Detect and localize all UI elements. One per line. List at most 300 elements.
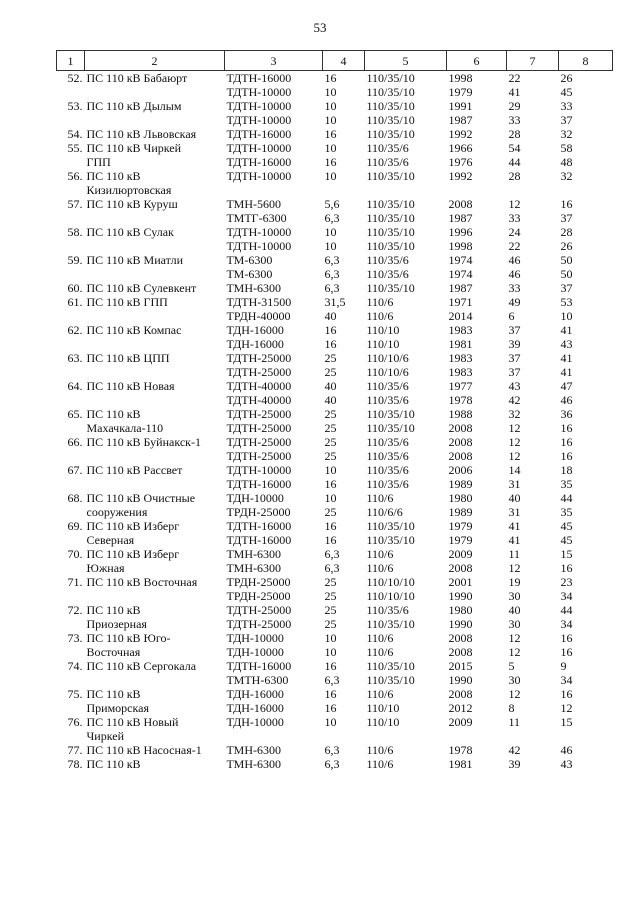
year-installed-value: 2012 [448,701,473,715]
voltage-value: 110/35/10 [366,169,415,183]
transformer-type [225,253,323,281]
year-installed-value: 1989 [448,477,473,491]
voltage-value: 110/6 [366,757,394,771]
year-installed-value: 2008 [448,561,473,575]
power-mva [323,715,365,743]
transformer-type [225,575,323,603]
service-years-value: 8 [508,701,515,715]
power-mva [323,519,365,547]
service-years [507,547,559,575]
voltage-value: 110/6 [366,561,394,575]
substation-name-line: ПС 110 кВ Юго- [86,631,171,645]
service-years-value: 28 [508,169,521,183]
service-years-value: 19 [508,575,521,589]
service-years-value: 41 [508,85,521,99]
transformer-type [225,631,323,659]
column-number: 7 [507,51,559,71]
total-years-value: 37 [560,211,573,225]
total-years [559,253,613,281]
service-years-value: 12 [508,421,521,435]
year-installed [447,715,507,743]
power-mva-value: 25 [324,575,337,589]
voltage-value: 110/6 [366,309,394,323]
service-years-value: 22 [508,239,521,253]
voltage [365,547,447,575]
total-years [559,407,613,435]
transformer-type-value: ТДТН-31500 [226,295,292,309]
voltage-value: 110/35/6 [366,603,409,617]
year-installed-value: 1990 [448,673,473,687]
substation-name-line: ПС 110 кВ Буйнакск-1 [86,435,202,449]
service-years-value: 33 [508,113,521,127]
substation-name [85,253,225,281]
total-years-value: 34 [560,673,573,687]
voltage-value: 110/35/10 [366,421,415,435]
substation-name-line: ПС 110 кВ Изберг [86,519,180,533]
service-years-value: 22 [508,71,521,85]
column-number: 4 [323,51,365,71]
voltage-value: 110/35/10 [366,659,415,673]
year-installed [447,743,507,757]
total-years-value: 45 [560,533,573,547]
substation-name-line: ПС 110 кВ Чиркей [86,141,182,155]
service-years [507,575,559,603]
row-number: 58. [67,225,83,239]
transformer-type-value: ТДТН-10000 [226,169,292,183]
power-mva-value: 10 [324,491,337,505]
service-years-value: 37 [508,323,521,337]
transformer-type-value: ТДТН-16000 [226,155,292,169]
table-body [57,71,613,772]
page-number: 53 [313,20,327,35]
table-row [57,715,613,743]
voltage-value: 110/6 [366,743,394,757]
table-row [57,435,613,463]
power-mva [323,547,365,575]
power-mva [323,463,365,491]
voltage-value: 110/35/10 [366,533,415,547]
power-mva-value: 10 [324,463,337,477]
power-mva-value: 10 [324,631,337,645]
transformer-type-value: ТДТН-25000 [226,365,292,379]
power-mva-value: 25 [324,589,337,603]
power-mva-value: 10 [324,715,337,729]
power-mva-value: 31,5 [324,295,346,309]
transformer-type-value: ТМН-6300 [226,757,282,771]
table-row [57,281,613,295]
service-years-value: 5 [508,659,515,673]
voltage-value: 110/35/10 [366,71,415,85]
transformer-type-value: ТДТН-10000 [226,113,292,127]
substation-name-line: ПС 110 кВ Сулак [86,225,174,239]
year-installed [447,687,507,715]
service-years-value: 30 [508,617,521,631]
transformer-type [225,743,323,757]
table-row [57,463,613,491]
transformer-type [225,463,323,491]
transformer-type-value: ТДТН-40000 [226,379,292,393]
year-installed [447,127,507,141]
table-row [57,743,613,757]
row-number: 55. [67,141,83,155]
total-years-value: 50 [560,253,573,267]
substation-name-line: Приозерная [86,617,147,631]
total-years-value: 50 [560,267,573,281]
service-years-value: 37 [508,351,521,365]
service-years [507,141,559,169]
voltage-value: 110/35/6 [366,393,409,407]
voltage-value: 110/35/10 [366,407,415,421]
year-installed-value: 2006 [448,463,473,477]
voltage [365,225,447,253]
power-mva [323,757,365,771]
year-installed-value: 1983 [448,323,473,337]
power-mva-value: 16 [324,659,337,673]
transformer-type [225,141,323,169]
voltage [365,687,447,715]
transformer-type-value: ТДН-16000 [226,687,284,701]
transformer-type-value: ТМ-6300 [226,267,273,281]
substation-name-line: ПС 110 кВ Восточная [86,575,198,589]
transformer-type-value: ТДТН-16000 [226,519,292,533]
row-number: 53. [67,99,83,113]
substation-name-line: ПС 110 кВ Насосная-1 [86,743,202,757]
voltage [365,407,447,435]
row-number: 71. [67,575,83,589]
transformer-type-value: ТДН-16000 [226,323,284,337]
power-mva [323,99,365,127]
service-years-value: 12 [508,645,521,659]
substation-name-line: Восточная [86,645,141,659]
service-years-value: 30 [508,673,521,687]
power-mva [323,281,365,295]
transformer-type-value: ТДН-16000 [226,701,284,715]
year-installed-value: 1987 [448,211,473,225]
year-installed-value: 1996 [448,225,473,239]
substation-name-line: ПС 110 кВ Компас [86,323,182,337]
transformer-type [225,99,323,127]
power-mva-value: 10 [324,99,337,113]
table-row [57,253,613,281]
voltage [365,281,447,295]
year-installed-value: 1990 [448,617,473,631]
year-installed [447,281,507,295]
service-years [507,659,559,687]
total-years [559,281,613,295]
voltage-value: 110/35/10 [366,211,415,225]
substation-name-line: Махачкала-110 [86,421,164,435]
voltage [365,743,447,757]
transformer-type [225,407,323,435]
year-installed-value: 1983 [448,365,473,379]
voltage-value: 110/6 [366,687,394,701]
total-years-value: 16 [560,197,573,211]
year-installed-value: 2009 [448,547,473,561]
total-years-value: 41 [560,323,573,337]
service-years-value: 12 [508,687,521,701]
year-installed-value: 1981 [448,337,473,351]
power-mva [323,225,365,253]
row-number: 75. [67,687,83,701]
table-row [57,379,613,407]
year-installed [447,99,507,127]
transformer-type-value: ТДН-10000 [226,645,284,659]
total-years [559,757,613,771]
voltage-value: 110/35/6 [366,141,409,155]
year-installed [447,379,507,407]
transformer-type-value: ТДТН-16000 [226,533,292,547]
power-mva-value: 40 [324,379,337,393]
row-number: 68. [67,491,83,505]
power-mva-value: 6,3 [324,281,340,295]
transformer-type-value: ТРДН-25000 [226,505,291,519]
total-years-value: 18 [560,463,573,477]
service-years-value: 33 [508,281,521,295]
substation-name [85,323,225,351]
row-number: 52. [67,71,83,85]
voltage-value: 110/35/6 [366,435,409,449]
transformer-type-value: ТДТН-16000 [226,659,292,673]
power-mva-value: 6,3 [324,561,340,575]
substation-name [85,463,225,491]
total-years [559,715,613,743]
transformer-type-value: ТДТН-10000 [226,239,292,253]
transformer-type-value: ТДТН-40000 [226,393,292,407]
voltage [365,323,447,351]
row-number: 63. [67,351,83,365]
table-row [57,757,613,771]
substation-name-line: ПС 110 кВ ЦПП [86,351,170,365]
total-years-value: 45 [560,519,573,533]
power-mva-value: 10 [324,169,337,183]
column-number: 8 [559,51,613,71]
power-mva-value: 25 [324,351,337,365]
service-years-value: 31 [508,477,521,491]
service-years-value: 33 [508,211,521,225]
power-mva [323,491,365,519]
substation-name-line: Кизилюртовская [86,183,172,197]
voltage [365,659,447,687]
total-years-value: 16 [560,631,573,645]
total-years [559,659,613,687]
voltage [365,519,447,547]
substation-name [85,603,225,631]
year-installed [447,603,507,631]
transformer-type-value: ТДН-10000 [226,631,284,645]
service-years [507,197,559,225]
transformer-type [225,225,323,253]
substation-name-line: сооружения [86,505,148,519]
voltage [365,99,447,127]
row-number: 56. [67,169,83,183]
total-years-value: 44 [560,603,573,617]
voltage-value: 110/6 [366,295,394,309]
row-number: 54. [67,127,83,141]
power-mva-value: 25 [324,449,337,463]
power-mva [323,379,365,407]
total-years-value: 34 [560,617,573,631]
power-mva-value: 10 [324,141,337,155]
table-row [57,71,613,100]
total-years [559,519,613,547]
transformer-type-value: ТДН-10000 [226,491,284,505]
substation-name [85,379,225,407]
row-number: 69. [67,519,83,533]
row-number: 59. [67,253,83,267]
table-row [57,225,613,253]
power-mva-value: 6,3 [324,253,340,267]
voltage-value: 110/6 [366,645,394,659]
substation-name-line: ПС 110 кВ Очистные [86,491,196,505]
year-installed-value: 2008 [448,645,473,659]
substation-name [85,71,225,100]
service-years-value: 12 [508,631,521,645]
power-mva [323,197,365,225]
transformer-type-value: ТМТН-6300 [226,673,289,687]
total-years-value: 33 [560,99,573,113]
power-mva-value: 25 [324,603,337,617]
substation-name [85,281,225,295]
transformer-type-value: ТДТН-25000 [226,407,292,421]
year-installed [447,575,507,603]
transformer-type-value: ТДТН-16000 [226,477,292,491]
voltage-value: 110/35/6 [366,155,409,169]
column-number: 1 [57,51,85,71]
year-installed [447,351,507,379]
service-years [507,491,559,519]
total-years-value: 44 [560,491,573,505]
total-years-value: 32 [560,127,573,141]
row-number: 74. [67,659,83,673]
substation-name-line: ПС 110 кВ Новый [86,715,179,729]
voltage [365,715,447,743]
table-row [57,659,613,687]
service-years-value: 11 [508,547,521,561]
year-installed-value: 1976 [448,155,473,169]
transformer-type-value: ТДТН-25000 [226,617,292,631]
row-number: 73. [67,631,83,645]
total-years-value: 37 [560,113,573,127]
year-installed-value: 2008 [448,421,473,435]
transformer-type [225,295,323,323]
total-years [559,197,613,225]
voltage-value: 110/6 [366,491,394,505]
total-years-value: 12 [560,701,573,715]
service-years [507,281,559,295]
power-mva [323,141,365,169]
service-years [507,99,559,127]
voltage-value: 110/35/6 [366,267,409,281]
transformer-type [225,281,323,295]
transformer-type-value: ТДН-16000 [226,337,284,351]
year-installed-value: 2014 [448,309,473,323]
year-installed [447,631,507,659]
power-mva-value: 10 [324,85,337,99]
voltage-value: 110/6/6 [366,505,403,519]
voltage [365,351,447,379]
table-row [57,141,613,169]
transformer-type [225,519,323,547]
power-mva-value: 16 [324,533,337,547]
row-number: 61. [67,295,83,309]
transformer-type [225,197,323,225]
total-years-value: 16 [560,421,573,435]
total-years [559,435,613,463]
service-years-value: 30 [508,589,521,603]
service-years-value: 29 [508,99,521,113]
year-installed-value: 1981 [448,757,473,771]
column-number-row [57,51,613,71]
substation-name [85,687,225,715]
total-years [559,295,613,323]
year-installed [447,757,507,771]
service-years-value: 11 [508,715,521,729]
transformer-type [225,71,323,100]
total-years-value: 41 [560,351,573,365]
transformer-type-value: ТМН-6300 [226,281,282,295]
voltage [365,379,447,407]
voltage-value: 110/35/6 [366,449,409,463]
total-years [559,547,613,575]
total-years-value: 16 [560,561,573,575]
table-row [57,519,613,547]
substation-name-line: ПС 110 кВ Дылым [86,99,182,113]
power-mva-value: 16 [324,519,337,533]
transformer-type-value: ТМТГ-6300 [226,211,287,225]
transformer-type [225,715,323,743]
power-mva-value: 40 [324,393,337,407]
service-years [507,127,559,141]
substation-name-line: ПС 110 кВ Сулевкент [86,281,197,295]
substation-name [85,295,225,323]
row-number: 66. [67,435,83,449]
power-mva [323,743,365,757]
substation-name [85,407,225,435]
power-mva-value: 10 [324,113,337,127]
column-number: 6 [447,51,507,71]
substation-name-line: ПС 110 кВ Изберг [86,547,180,561]
substation-name [85,575,225,603]
year-installed [447,225,507,253]
total-years-value: 36 [560,407,573,421]
year-installed [447,463,507,491]
transformer-type-value: ТМН-6300 [226,743,282,757]
year-installed-value: 1980 [448,603,473,617]
substation-name-line: ПС 110 кВ [86,169,141,183]
voltage [365,603,447,631]
total-years-value: 47 [560,379,573,393]
substation-name-line: ПС 110 кВ [86,603,141,617]
substation-name-line: ПС 110 кВ [86,687,141,701]
service-years [507,295,559,323]
total-years [559,71,613,100]
service-years-value: 40 [508,603,521,617]
substation-name-line: ПС 110 кВ Новая [86,379,175,393]
total-years-value: 53 [560,295,573,309]
transformer-type-value: ТДТН-16000 [226,71,292,85]
transformer-type-value: ТДТН-10000 [226,99,292,113]
transformer-type-value: ТДТН-25000 [226,449,292,463]
year-installed-value: 1989 [448,505,473,519]
row-number: 64. [67,379,83,393]
transformer-type-value: ТРДН-25000 [226,575,291,589]
year-installed-value: 2015 [448,659,473,673]
transformer-type-value: ТДТН-25000 [226,421,292,435]
power-mva-value: 16 [324,477,337,491]
year-installed [447,435,507,463]
total-years-value: 43 [560,757,573,771]
year-installed-value: 1978 [448,393,473,407]
